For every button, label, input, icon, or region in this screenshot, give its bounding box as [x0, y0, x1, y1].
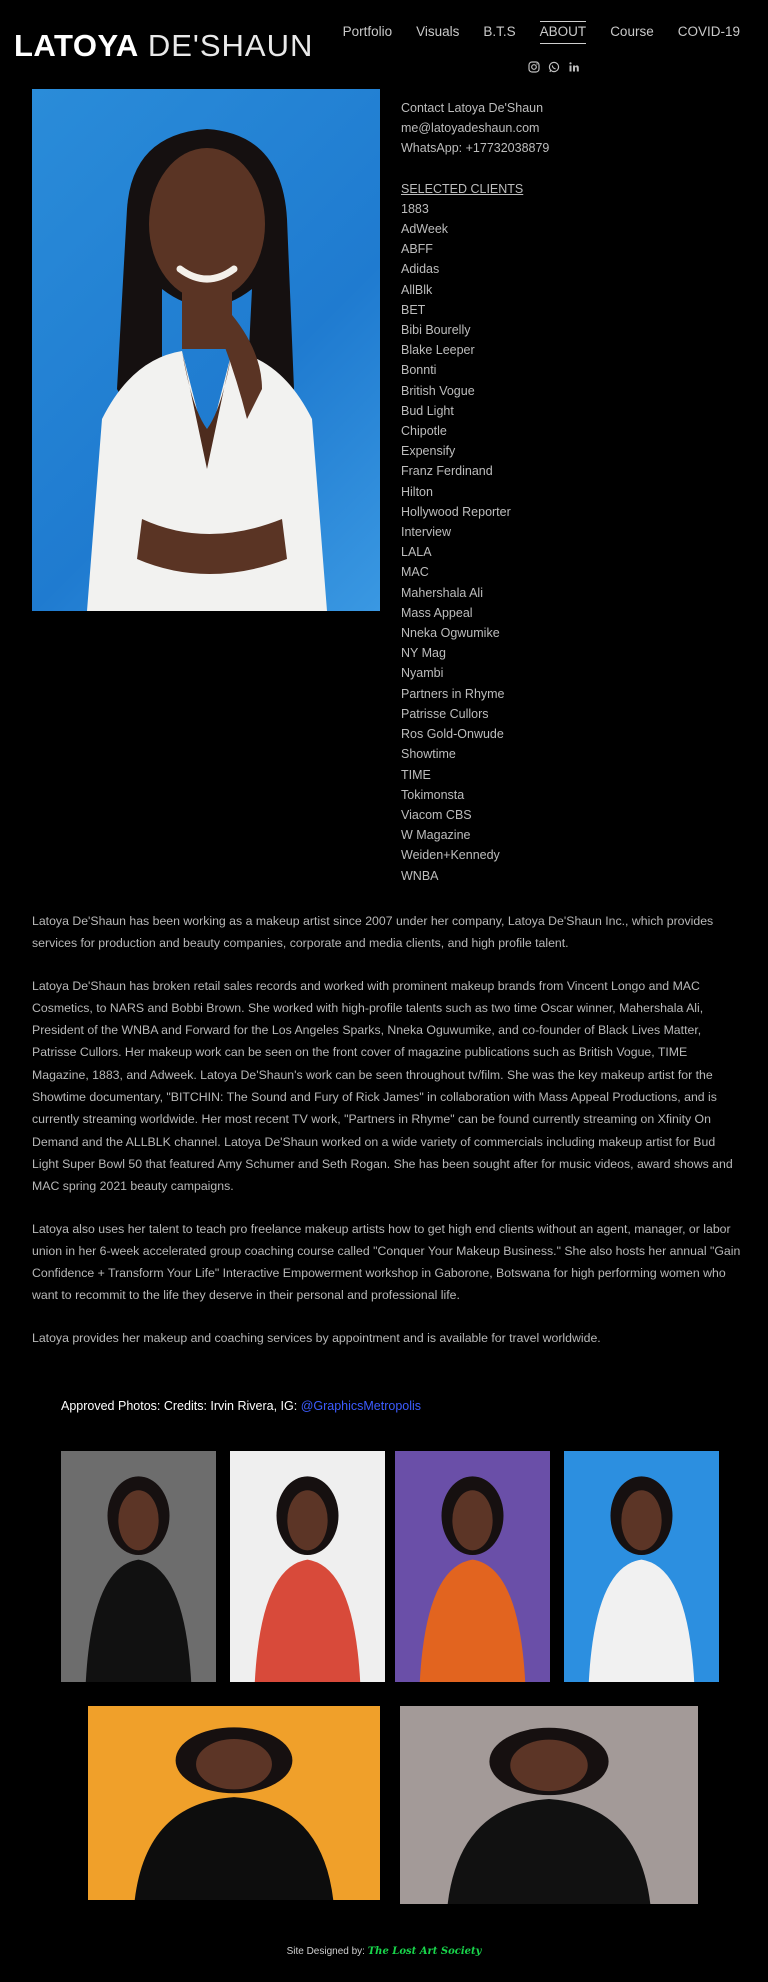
client-list-item: Adidas: [401, 262, 440, 277]
site-logo[interactable]: [14, 28, 313, 64]
client-list-item: MAC: [401, 565, 429, 580]
bio-paragraph-2: Latoya De'Shaun has broken retail sales records and worked with prominent makeup brands from Vincent Longo and MAC Cosmetics, to NARS and Bobbi Brown. She worked with high-profile talents such as two time Oscar winner, Mahershala Ali, President of the WNBA and Forward for the Los Angeles Sparks, Nneka Oguwumike, and co-founder of Black Lives Matter, Patrisse Cullors. Her makeup work can be seen on the front cover of magazine publications such as British Vogue, TIME Magazine, 1883, and Adweek. Latoya De'Shaun's work can be seen throughout tv/film. She was the key makeup artist for the Showtime documentary, "BITCHIN: The Sound and Fury of Rick James" in collaboration with Mass Appeal Productions, and is currently streaming worldwide. Her most recent TV work, "Partners in Rhyme" can be found currently streaming on Xfinity On Demand and the ALLBLK channel. Latoya De'Shaun worked on a wide variety of commercials including makeup artist for Bud Light Super Bowl 50 that featured Amy Schumer and Seth Rogan. She has been sought after for music videos, award shows and MAC spring 2021 beauty campaigns.: [32, 978, 733, 1194]
client-list-item: Bibi Bourelly: [401, 323, 471, 338]
nav-portfolio[interactable]: Portfolio: [342, 24, 393, 39]
contact-panel: [401, 98, 549, 886]
client-list-item: LALA: [401, 545, 432, 560]
instagram-icon[interactable]: [528, 61, 540, 73]
client-list-item: Nyambi: [401, 666, 444, 681]
client-list-item: Hollywood Reporter: [401, 504, 511, 519]
selected-clients-heading: SELECTED CLIENTS: [401, 181, 524, 196]
client-list-item: Ros Gold-Onwude: [401, 727, 504, 742]
client-list-item: Bonnti: [401, 363, 437, 378]
client-list-item: Weiden+Kennedy: [401, 848, 500, 863]
gallery-photo-3[interactable]: [395, 1451, 550, 1682]
client-list-item: TIME: [401, 767, 431, 782]
client-list-item: Franz Ferdinand: [401, 464, 493, 479]
designer-signature-link[interactable]: The Lost Art Society: [367, 1946, 482, 1957]
client-list-item: WNBA: [401, 868, 439, 883]
nav-about[interactable]: ABOUT: [540, 21, 587, 44]
client-list: [401, 199, 549, 886]
nav-visuals[interactable]: Visuals: [416, 24, 460, 39]
contact-heading: Contact Latoya De'Shaun: [401, 101, 544, 115]
gallery-photo-5[interactable]: [88, 1706, 380, 1900]
site-footer: [0, 1946, 768, 1957]
contact-whatsapp[interactable]: WhatsApp: +17732038879: [401, 141, 550, 156]
gallery-photo-2[interactable]: [230, 1451, 385, 1682]
linkedin-icon[interactable]: [568, 61, 580, 73]
nav-covid-19[interactable]: COVID-19: [677, 24, 740, 39]
photo-credits: [61, 1399, 421, 1413]
client-list-item: Expensify: [401, 444, 456, 459]
client-list-item: Partners in Rhyme: [401, 686, 505, 701]
credits-text: Approved Photos: Credits: Irvin Rivera, IG:: [61, 1399, 301, 1413]
logo-first-name: LATOYA: [14, 28, 139, 63]
client-list-item: Mahershala Ali: [401, 585, 483, 600]
client-list-item: Viacom CBS: [401, 807, 472, 822]
client-list-item: AllBlk: [401, 282, 433, 297]
social-links: [528, 61, 580, 73]
client-list-item: W Magazine: [401, 828, 471, 843]
client-list-item: NY Mag: [401, 646, 446, 661]
client-list-item: ABFF: [401, 242, 433, 257]
hero-portrait-photo: [32, 89, 380, 611]
client-list-item: Showtime: [401, 747, 456, 762]
nav-bts[interactable]: B.T.S: [483, 24, 516, 39]
client-list-item: Nneka Ogwumike: [401, 626, 500, 641]
contact-email[interactable]: me@latoyadeshaun.com: [401, 121, 540, 136]
client-list-item: Mass Appeal: [401, 605, 473, 620]
whatsapp-icon[interactable]: [548, 61, 560, 73]
client-list-item: Patrisse Cullors: [401, 706, 489, 721]
client-list-item: Hilton: [401, 484, 433, 499]
gallery-photo-1[interactable]: [61, 1451, 216, 1682]
client-list-item: British Vogue: [401, 383, 475, 398]
client-list-item: AdWeek: [401, 222, 449, 237]
bio-paragraph-1: Latoya De'Shaun has been working as a makeup artist since 2007 under her company, Latoya De'Shaun Inc., which provides services for production and beauty companies, corporate and media clients, and high profile talent.: [32, 914, 714, 951]
bio-section: [32, 910, 744, 1369]
footer-prefix: Site Designed by:: [286, 1946, 365, 1957]
client-list-item: BET: [401, 302, 426, 317]
gallery-photo-4[interactable]: [564, 1451, 719, 1682]
client-list-item: 1883: [401, 201, 429, 216]
logo-last-name: DE'SHAUN: [147, 28, 314, 63]
nav-course[interactable]: Course: [610, 24, 654, 39]
main-nav: [343, 24, 740, 44]
bio-paragraph-3: Latoya also uses her talent to teach pro freelance makeup artists how to get high end clients without an agent, manager, or labor union in her 6-week accelerated group coaching course called "Conquer Your Makeup Business." She also hosts her annual "Gain Confidence + Transform Your Life" Interactive Empowerment workshop in Gaborone, Botswana for high performing women who want to recommit to the life they deserve in their personal and professional life.: [32, 1221, 741, 1303]
gallery-photo-6[interactable]: [400, 1706, 698, 1904]
client-list-item: Interview: [401, 525, 452, 540]
client-list-item: Bud Light: [401, 403, 454, 418]
bio-paragraph-4: Latoya provides her makeup and coaching services by appointment and is available for travel worldwide.: [32, 1330, 601, 1345]
client-list-item: Chipotle: [401, 424, 447, 439]
credits-link[interactable]: @GraphicsMetropolis: [300, 1399, 422, 1413]
client-list-item: Tokimonsta: [401, 787, 465, 802]
client-list-item: Blake Leeper: [401, 343, 475, 358]
